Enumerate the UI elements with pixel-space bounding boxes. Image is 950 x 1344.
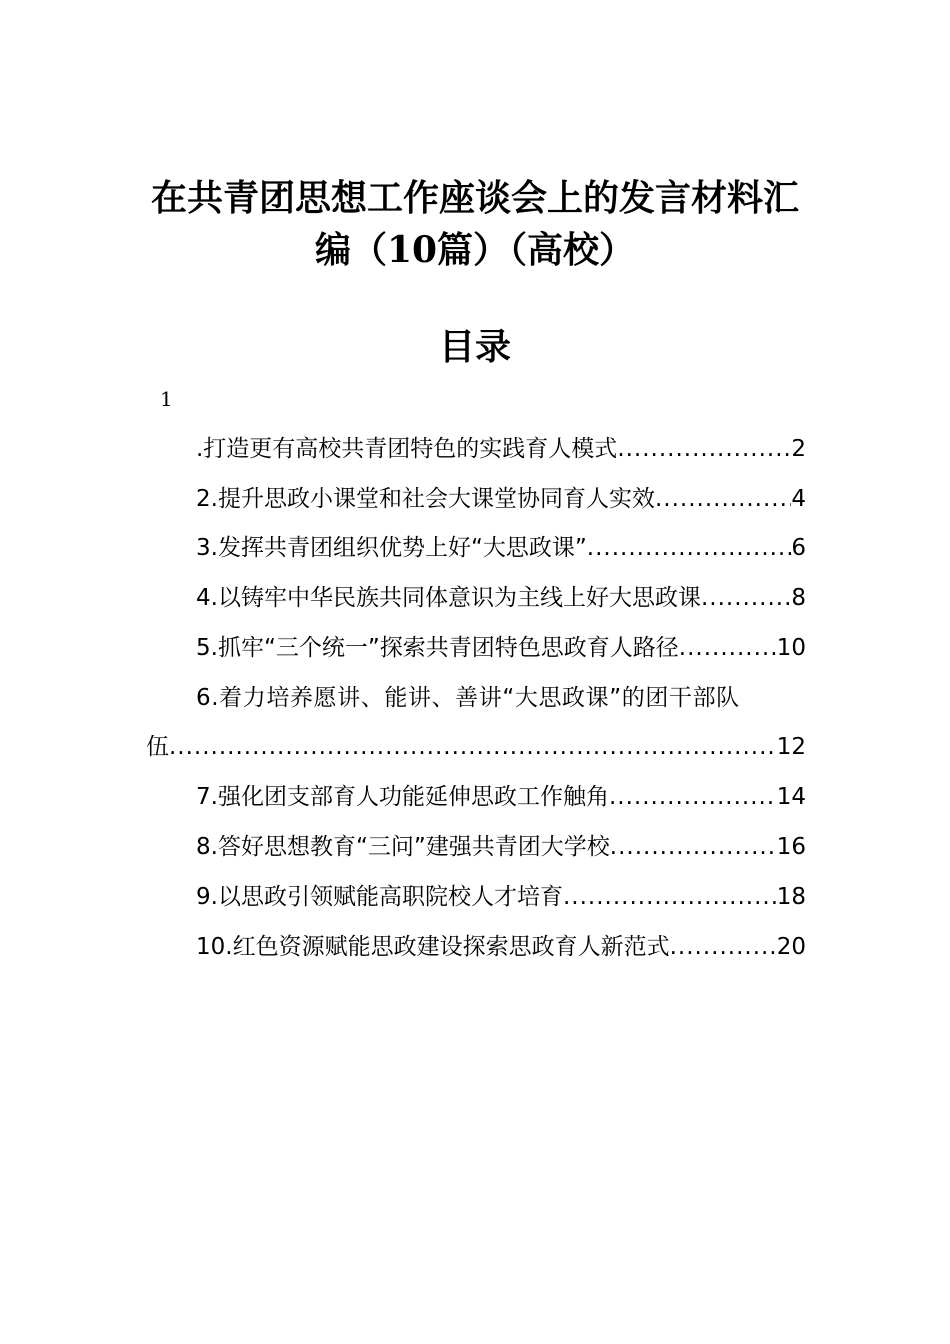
toc-entry-10[interactable] [196,927,806,967]
toc-entry-2[interactable] [196,479,806,519]
toc-entry-label: 8.答好思想教育“三问”建强共青团大学校 [196,834,610,860]
toc-dot-leader [617,429,791,469]
toc-page-number: 6 [791,535,806,561]
toc-entry-8[interactable] [196,827,806,867]
toc-page-number: 4 [791,486,806,512]
toc-entry-1[interactable] [196,429,806,469]
toc-heading: 目录 [438,326,511,368]
toc-dot-leader [609,777,777,817]
toc-entry-5[interactable] [196,628,806,668]
toc-stray-number: 1 [160,387,173,411]
toc-entry-label: 5.抓牢“三个统一”探索共青团特色思政育人路径 [196,635,679,661]
toc-page-number: 8 [791,585,806,611]
toc-dot-leader [587,528,792,568]
toc-page-number: 2 [791,436,806,462]
toc-entry-label: 9.以思政引领赋能高职院校人才培育 [196,884,563,910]
toc-page-number: 16 [776,834,806,860]
toc-entry-label: 10.红色资源赋能思政建设探索思政育人新范式 [196,934,670,960]
toc-entry-3[interactable] [196,528,806,568]
toc-entry-continuation-label: 伍 [146,734,169,760]
toc-entry-label: 3.发挥共青团组织优势上好“大思政课” [196,535,587,561]
toc-dot-leader [655,479,791,519]
toc-dot-leader [169,727,777,767]
toc-page-number: 20 [776,934,806,960]
toc-entry-label: 4.以铸牢中华民族共同体意识为主线上好大思政课 [196,585,701,611]
toc-entry-label: 7.强化团支部育人功能延伸思政工作触角 [196,784,609,810]
toc-entry-7[interactable] [196,777,806,817]
toc-entry-label: 6.着力培养愿讲、能讲、善讲“大思政课”的团干部队 [196,685,740,711]
toc-dot-leader [610,827,777,867]
toc-entry-6[interactable] [196,678,806,718]
toc-dot-leader [563,877,777,917]
toc-entry-label: .打造更有高校共青团特色的实践育人模式 [196,436,618,462]
toc-page-number: 18 [776,884,806,910]
toc-entry-6-continuation[interactable] [146,727,806,767]
toc-entry-9[interactable] [196,877,806,917]
toc-dot-leader [670,927,777,967]
document-title-line-1: 在共青团思想工作座谈会上的发言材料汇 [150,177,799,219]
toc-dot-leader [701,578,791,618]
toc-page-number: 12 [776,734,806,760]
toc-page-number: 14 [776,784,806,810]
toc-entry-4[interactable] [196,578,806,618]
document-title-line-2: 编（10篇）（高校） [314,229,636,271]
toc-entry-label: 2.提升思政小课堂和社会大课堂协同育人实效 [196,486,655,512]
toc-page-number: 10 [776,635,806,661]
toc-dot-leader [679,628,777,668]
